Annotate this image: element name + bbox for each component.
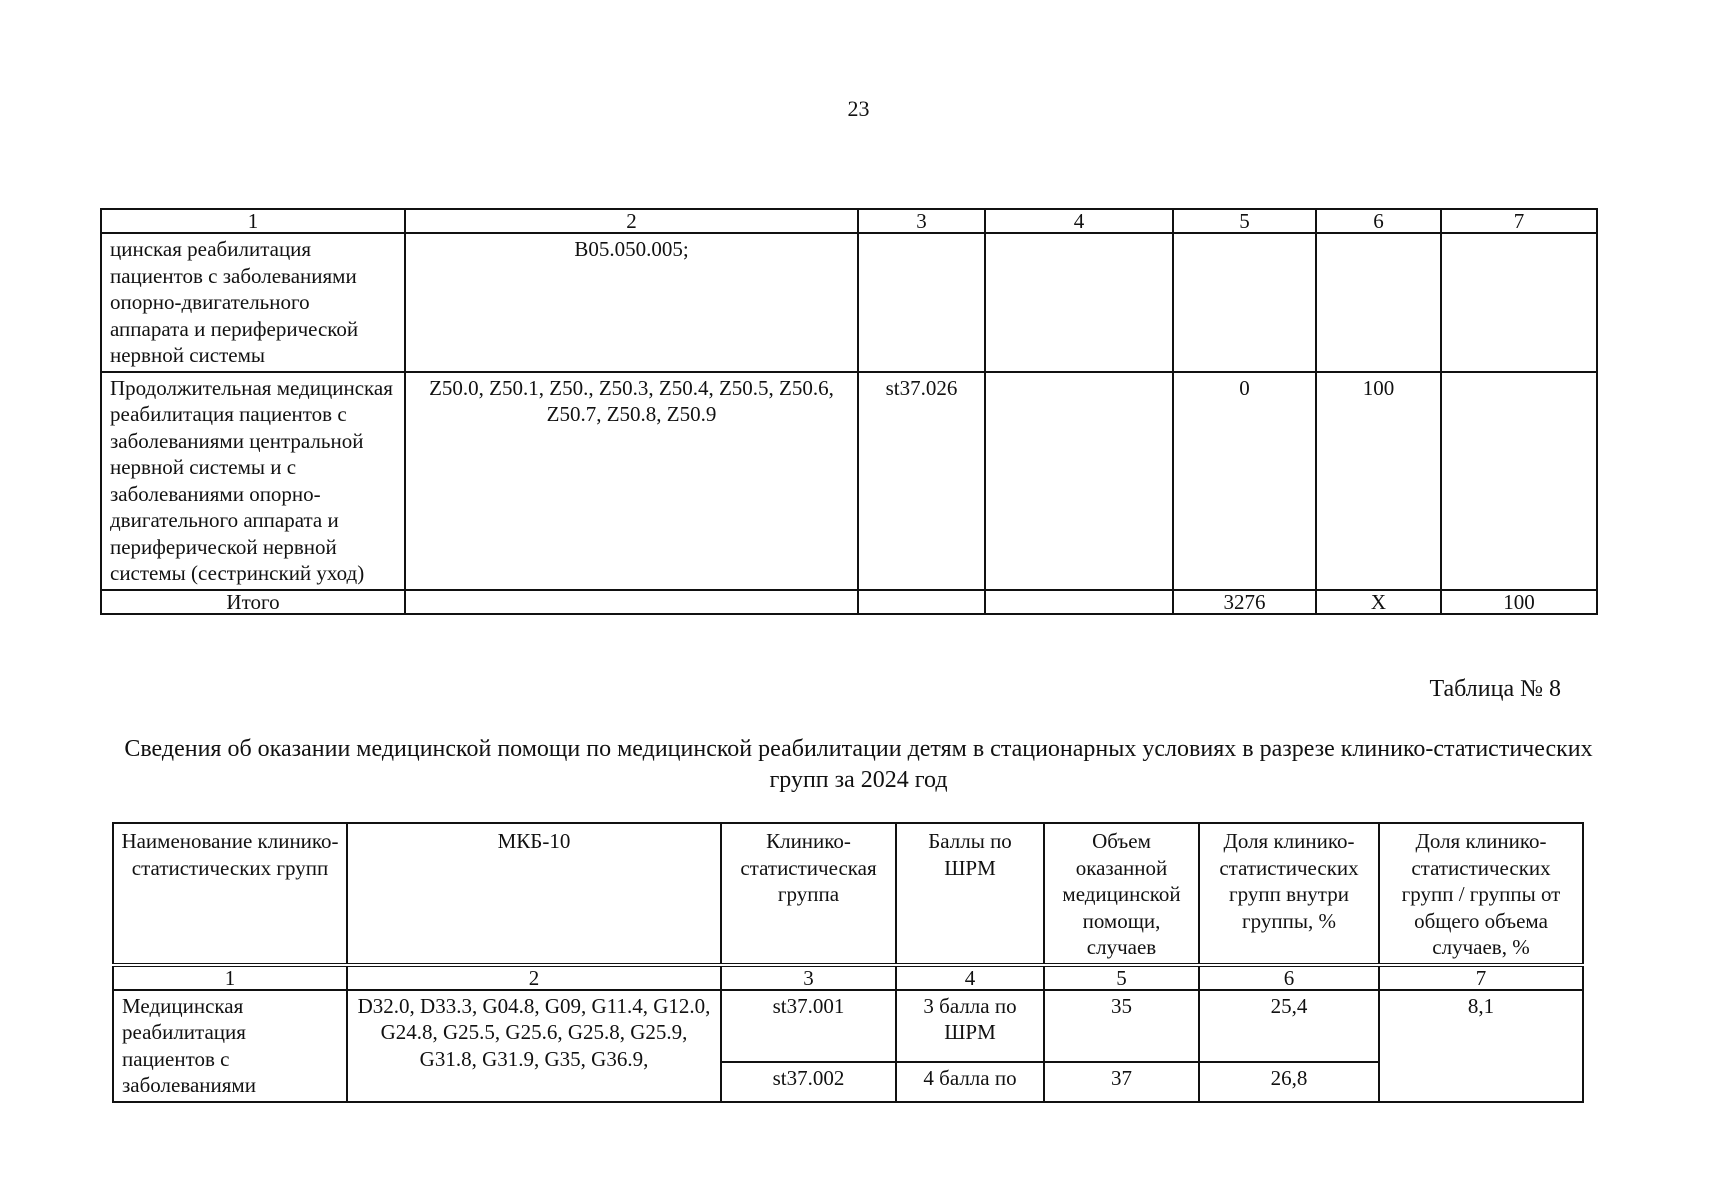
column-number: 7	[1441, 209, 1597, 233]
group-name-cell	[101, 233, 405, 372]
table-row	[101, 233, 1597, 372]
mkb-cell: Z50.0, Z50.1, Z50., Z50.3, Z50.4, Z50.5, Z50.6, Z50.7, Z50.8, Z50.9	[405, 372, 858, 590]
header-share-in-group: Доля клинико-статистических групп внутри группы, %	[1199, 823, 1379, 965]
column-number: 6	[1316, 209, 1441, 233]
shrm-cell: 4 балла по	[896, 1062, 1044, 1102]
column-number: 6	[1199, 965, 1379, 990]
share-total-cell	[1441, 372, 1597, 590]
total-col2	[405, 590, 858, 614]
share-in-group-cell: 25,4	[1199, 990, 1379, 1062]
column-number: 4	[985, 209, 1173, 233]
mkb-cell: D32.0, D33.3, G04.8, G09, G11.4, G12.0, G24.8, G25.5, G25.6, G25.8, G25.9, G31.8, G31.9, G35, G36.9,	[347, 990, 721, 1102]
total-col4	[985, 590, 1173, 614]
header-mkb: МКБ-10	[347, 823, 721, 965]
shrm-cell	[985, 372, 1173, 590]
column-number: 7	[1379, 965, 1583, 990]
share-in-group-cell: 26,8	[1199, 1062, 1379, 1102]
page-number: 23	[847, 96, 870, 121]
group-name: цинская реабилитация пациентов с заболеваниями опорно-двигательного аппарата и периферической нервной системы	[110, 237, 359, 367]
shrm-cell: 3 балла по ШРМ	[896, 990, 1044, 1062]
column-number: 4	[896, 965, 1044, 990]
ksg-cell: st37.001	[721, 990, 896, 1062]
column-number: 2	[347, 965, 721, 990]
ksg-cell: st37.002	[721, 1062, 896, 1102]
total-label: Итого	[101, 590, 405, 614]
table-row	[113, 990, 1583, 1062]
volume-cell	[1173, 233, 1316, 372]
header-row	[113, 823, 1583, 965]
header-ksg: Клинико-статистическая группа	[721, 823, 896, 965]
shrm-cell	[985, 233, 1173, 372]
column-number: 2	[405, 209, 858, 233]
column-number-row	[101, 209, 1597, 233]
group-name-cell	[101, 372, 405, 590]
table-caption: Таблица № 8	[1429, 676, 1561, 702]
column-number: 5	[1044, 965, 1199, 990]
header-volume: Объем оказанной медицинской помощи, случаев	[1044, 823, 1199, 965]
column-number: 1	[101, 209, 405, 233]
column-number: 3	[721, 965, 896, 990]
volume-cell: 35	[1044, 990, 1199, 1062]
ksg-cell	[858, 233, 985, 372]
volume-cell: 37	[1044, 1062, 1199, 1102]
table-row	[101, 372, 1597, 590]
column-number: 3	[858, 209, 985, 233]
header-shrm: Баллы по ШРМ	[896, 823, 1044, 965]
share-total-cell	[1441, 233, 1597, 372]
header-share-total: Доля клинико-статистических групп / группы от общего объема случаев, %	[1379, 823, 1583, 965]
column-number: 1	[113, 965, 347, 990]
header-group-name: Наименование клинико-статистических групп	[113, 823, 347, 965]
ksg-cell: st37.026	[858, 372, 985, 590]
total-col3	[858, 590, 985, 614]
table-8	[112, 822, 1584, 1103]
mkb-cell: B05.050.005;	[405, 233, 858, 372]
total-share-in-group: Х	[1316, 590, 1441, 614]
share-total-cell: 8,1	[1379, 990, 1583, 1102]
total-volume: 3276	[1173, 590, 1316, 614]
group-name-cell: Медицинская реабилитация пациентов с заболеваниями	[113, 990, 347, 1102]
table-continuation	[100, 208, 1598, 615]
table-title: Сведения об оказании медицинской помощи по медицинской реабилитации детям в стационарных условиях в разрезе клинико-статистических групп за 2024 год	[124, 736, 1593, 793]
share-in-group-cell: 100	[1316, 372, 1441, 590]
total-share-total: 100	[1441, 590, 1597, 614]
column-number-row	[113, 965, 1583, 990]
column-number: 5	[1173, 209, 1316, 233]
total-row	[101, 590, 1597, 614]
volume-cell: 0	[1173, 372, 1316, 590]
group-name: Продолжительная медицинская реабилитация пациентов с заболеваниями центральной нервной системы и с заболеваниями опорно-двигательного аппарата и периферической нервной системы (сестринский уход)	[110, 375, 393, 585]
share-in-group-cell	[1316, 233, 1441, 372]
